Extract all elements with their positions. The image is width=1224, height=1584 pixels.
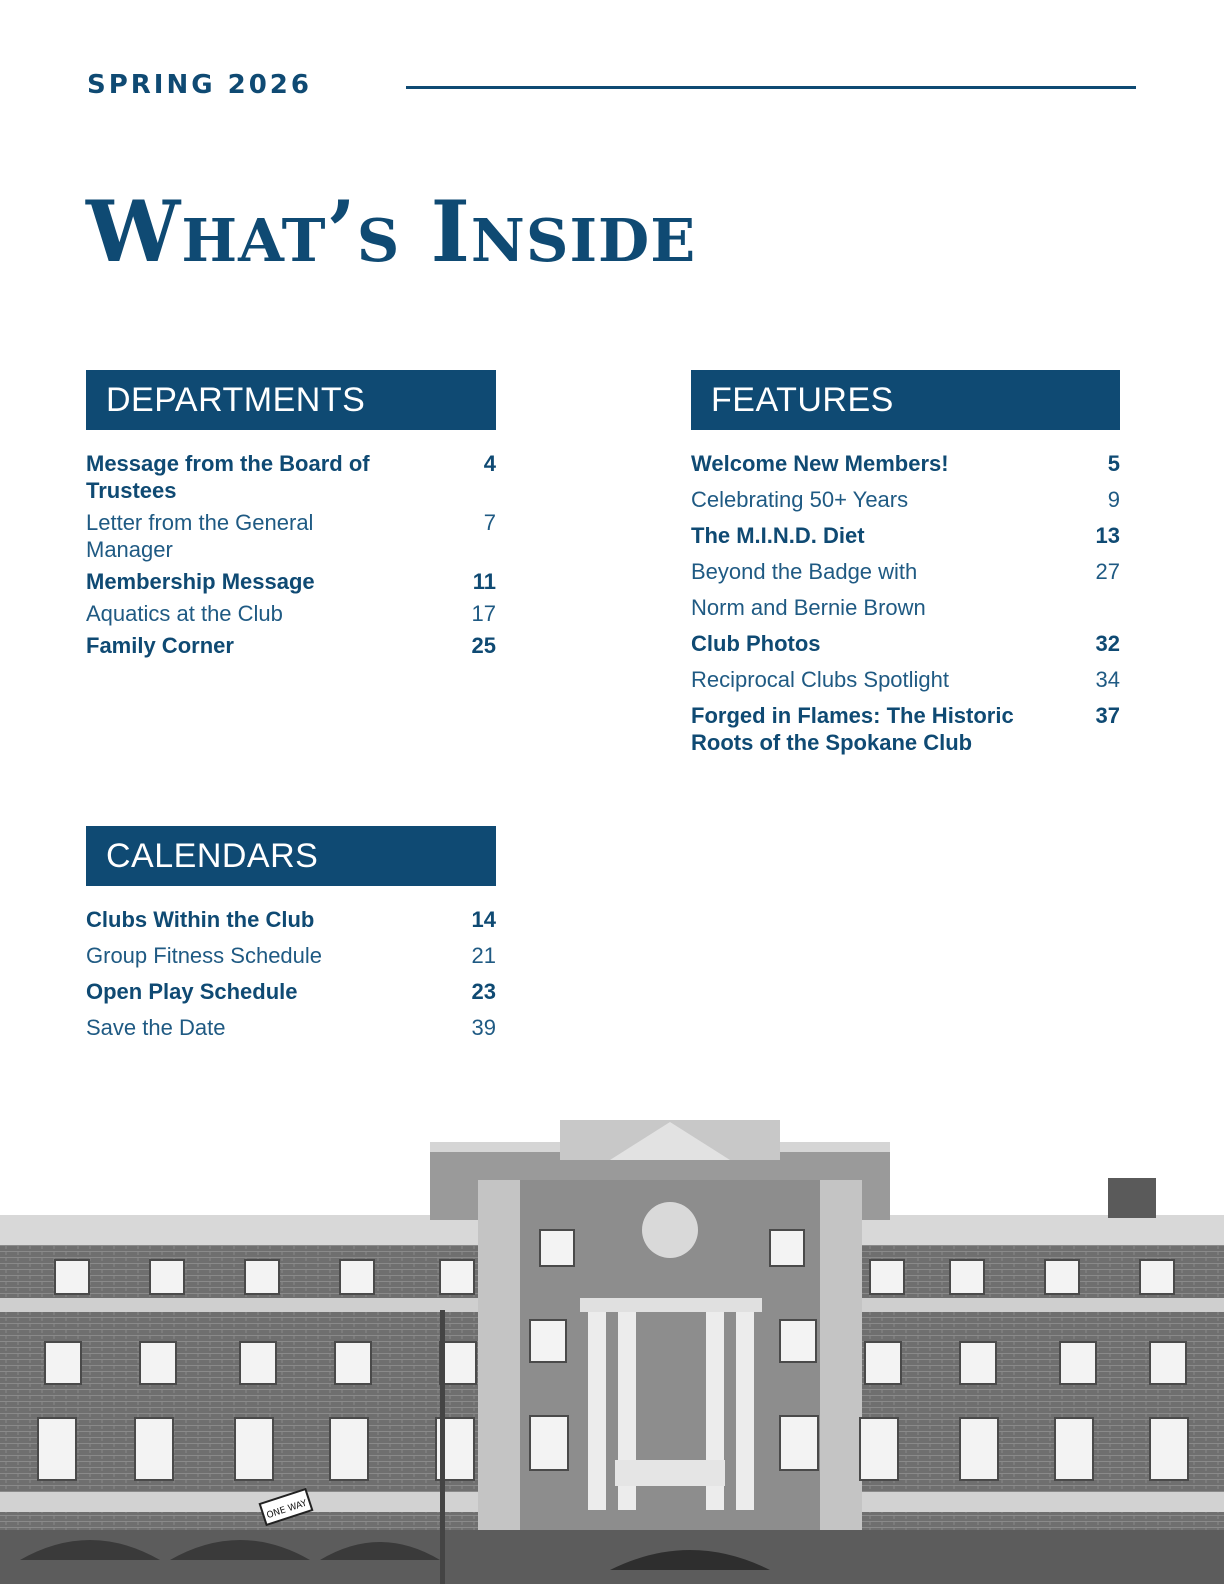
toc-entry (86, 450, 496, 504)
features-heading: FEATURES (691, 370, 1120, 430)
toc-entry (691, 594, 1120, 621)
toc-entry-page: 14 (471, 907, 496, 932)
toc-entry (86, 600, 496, 627)
toc-entry (691, 702, 1120, 756)
toc-entry-page: 13 (1095, 523, 1120, 548)
calendars-section (86, 826, 496, 1050)
toc-entry (691, 666, 1120, 693)
toc-entry-page: 5 (1107, 451, 1120, 476)
departments-heading: DEPARTMENTS (86, 370, 496, 430)
toc-entry (691, 486, 1120, 513)
toc-entry-page: 17 (471, 601, 496, 626)
toc-entry-title: Open Play Schedule (86, 979, 298, 1004)
toc-entry-title: Message from the Board of Trustees (86, 451, 370, 503)
toc-entry (86, 509, 496, 563)
toc-entry (86, 978, 496, 1005)
toc-entry-title: Save the Date (86, 1015, 226, 1040)
toc-entry-page: 27 (1095, 559, 1120, 584)
toc-entry-page: 34 (1095, 667, 1120, 692)
toc-entry (691, 558, 1120, 585)
toc-entry-page: 4 (483, 451, 496, 476)
calendars-heading: CALENDARS (86, 826, 496, 886)
features-section (691, 370, 1120, 765)
features-list (691, 450, 1120, 756)
toc-entry (86, 906, 496, 933)
clubhouse-photo (0, 1120, 1224, 1584)
toc-entry-title: The M.I.N.D. Diet (691, 523, 865, 548)
toc-entry-page: 37 (1095, 703, 1120, 728)
one-way-sign: ONE WAY (265, 1498, 309, 1522)
page-title: What’s Inside (86, 182, 697, 281)
toc-entry-page: 25 (471, 633, 496, 658)
toc-entry-title: Letter from the General Manager (86, 510, 314, 562)
departments-list (86, 450, 496, 659)
toc-entry (691, 450, 1120, 477)
toc-entry (86, 568, 496, 595)
toc-entry-title: Norm and Bernie Brown (691, 595, 926, 620)
toc-entry (691, 522, 1120, 549)
toc-entry-title: Welcome New Members! (691, 451, 949, 476)
toc-entry-title: Membership Message (86, 569, 315, 594)
toc-entry-title: Aquatics at the Club (86, 601, 283, 626)
toc-entry-title: Club Photos (691, 631, 821, 656)
toc-entry-title: Reciprocal Clubs Spotlight (691, 667, 950, 692)
toc-entry-page: 7 (483, 510, 496, 535)
toc-entry-title: Forged in Flames: The Historic Roots of the Spokane Club (691, 703, 1014, 755)
header-divider (406, 86, 1136, 89)
toc-entry-title: Clubs Within the Club (86, 907, 315, 932)
toc-entry (691, 630, 1120, 657)
toc-entry (86, 632, 496, 659)
toc-entry-page: 23 (471, 979, 496, 1004)
departments-section (86, 370, 496, 664)
toc-entry-page: 11 (472, 569, 496, 594)
toc-entry-page: 21 (471, 943, 496, 968)
toc-entry-title: Celebrating 50+ Years (691, 487, 909, 512)
issue-season: SPRING 2026 (87, 70, 312, 100)
calendars-list (86, 906, 496, 1041)
toc-entry (86, 1014, 496, 1041)
toc-entry-page: 32 (1095, 631, 1120, 656)
toc-entry (86, 942, 496, 969)
toc-entry-title: Family Corner (86, 633, 234, 658)
toc-entry-page: 9 (1107, 487, 1120, 512)
toc-entry-title: Beyond the Badge with (691, 559, 918, 584)
toc-entry-page: 39 (471, 1015, 496, 1040)
toc-entry-title: Group Fitness Schedule (86, 943, 323, 968)
